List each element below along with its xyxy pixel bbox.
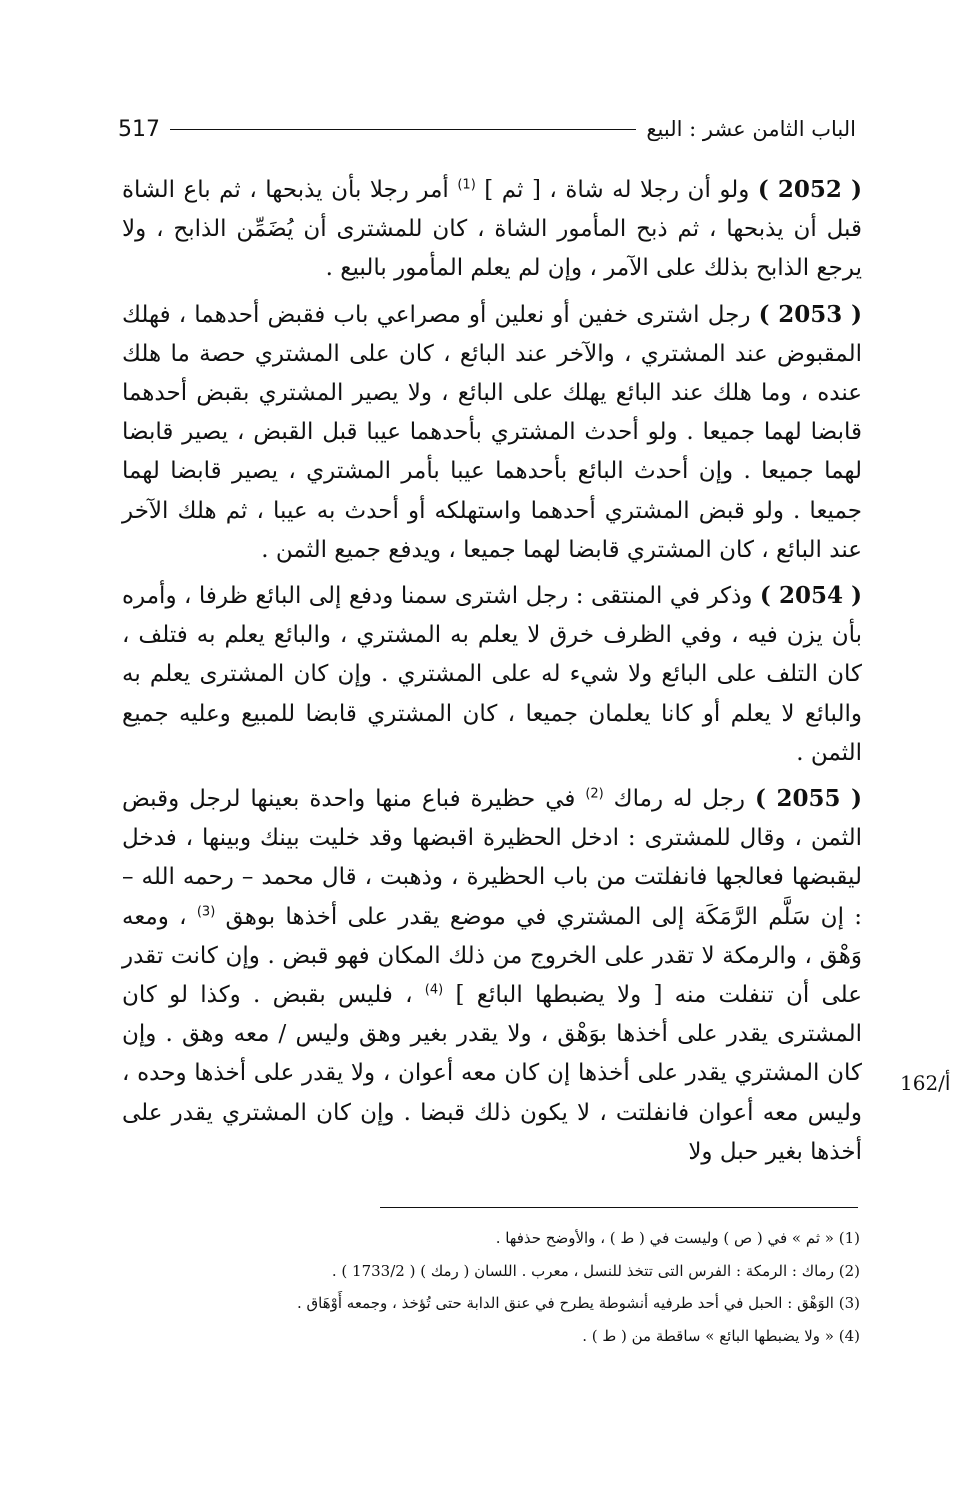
footnote-ref: (1) [457,177,476,193]
paragraph-2053 [122,295,862,570]
footnote: (1) « ثم » في ( ص ) وليست في ( ط ) ، والأوضح حذفها . [495,1229,860,1247]
running-title: الباب الثامن عشر : البيع [646,117,856,141]
footnote: (3) الوَهْق : الحبل في أحد طرفيه أنشوطة يطرح في عنق الدابة حتى تُؤخذ ، وجمعه أَوْهَاق . [296,1294,860,1312]
footnote: (4) « ولا يضبطها البائع » ساقطة من ( ط ) . [582,1326,860,1345]
paragraph-number: ( 2054 ) [759,582,863,610]
footnotes [122,1222,860,1352]
paragraph-text: رجل له رماك [603,786,746,813]
footnote-ref: (4) [424,982,444,998]
paragraph-2055 [122,779,862,1172]
paragraph-text: ولو أن رجلا له شاة ، [ ثم ] [475,177,750,203]
paragraph-text: ، فليس بقبض . وكذا لو كان المشترى يقدر على أخذها بوَهْق ، ولا يقدر بغير وهق وليس / معه وهق . وإن كان المشتري يقدر على أخذها إن كان معه أعوان ، ولا يقدر على أخذها وحده ، وليس معه أعوان فانفلتت ، لا يكون ذلك قبضا . وإن كان المشتري يقدر على أخذها بغير حبل ولا [122,982,862,1165]
paragraph-text: وذكر في المنتقى : رجل اشترى سمنا ودفع إلى البائع ظرفا ، وأمره بأن يزن فيه ، وفي الظرف خرق لا يعلم به المشتري ، والبائع يعلم به فتلف ، كان التلف على البائع ولا شيء له على المشتري . وإن كان المشترى يعلم به والبائع لا يعلم أو كانا يعلمان جميعا ، كان المشتري قابضا للمبيع وعليه جميع الثمن . [122,583,862,766]
paragraph-2054 [122,576,862,773]
footnote-separator [380,1207,858,1208]
footnote-ref: (2) [585,786,604,802]
paragraph-text: في حظيرة فباع منها واحدة بعينها لرجل وقبض الثمن ، وقال للمشترى : ادخل الحظيرة اقبضها وقد خليت بينك وبينها ، فدخل ليقبضها فعالجها فانفلتت من باب الحظيرة ، وذهبت ، قال محمد – رحمه الله – : إن سَلَّم الرَّمَكَة إلى المشتري في موضع يقدر على أخذها بوهق [122,786,862,930]
main-text [122,170,862,1178]
paragraph-text: ، ومعه وَهْق ، والرمكة لا تقدر على الخروج من ذلك المكان فهو قبض . وإن كانت تقدر على أن تنفلت منه [ ولا يضبطها البائع ] [122,903,862,1009]
page-number: 517 [118,116,160,142]
paragraph-number: ( 2052 ) [757,176,863,203]
paragraph-text: رجل اشترى خفين أو نعلين أو مصراعي باب فقبض أحدهما ، فهلك المقبوض عند المشتري ، والآخر عند البائع ، كان على المشتري حصة ما هلك عنده ، وما هلك عند البائع يهلك على البائع ، ولا يصير المشتري بقبض أحدهما قابضا لهما جميعا . ولو أحدث المشتري بأحدهما عيبا قبل القبض ، يصير قابضا لهما جميعا . وإن أحدث البائع بأحدهما عيبا بأمر المشتري ، يصير قابضا لهما جميعا . ولو قبض المشتري أحدهما واستهلكه أو أحدث به عيبا ، ثم هلك الآخر عند البائع ، كان المشتري قابضا لهما جميعا ، ويدفع جميع الثمن . [122,301,862,563]
header-rule [170,129,636,130]
footnote: (2) رماك : الرمكة : الفرس التى تتخذ للنسل ، معرب . اللسان ( رمك ) ( 1733/2 ) . [331,1261,860,1280]
footnote-ref: (3) [196,904,216,919]
paragraph-number: ( 2053 ) [758,300,863,328]
paragraph-2052 [122,170,862,289]
page-header [118,112,856,146]
paragraph-text: أمر رجلا بأن يذبحها ، ثم باع الشاة قبل أن يذبحها ، ثم ذبح المأمور الشاة ، كان للمشترى أن يُضَمِّن الذابح ، ولا يرجع الذابح بذلك على الآمر ، وإن لم يعلم المأمور بالبيع . [122,177,862,282]
manuscript-folio-note: 162/أ [900,1071,951,1095]
paragraph-number: ( 2055 ) [754,785,863,813]
